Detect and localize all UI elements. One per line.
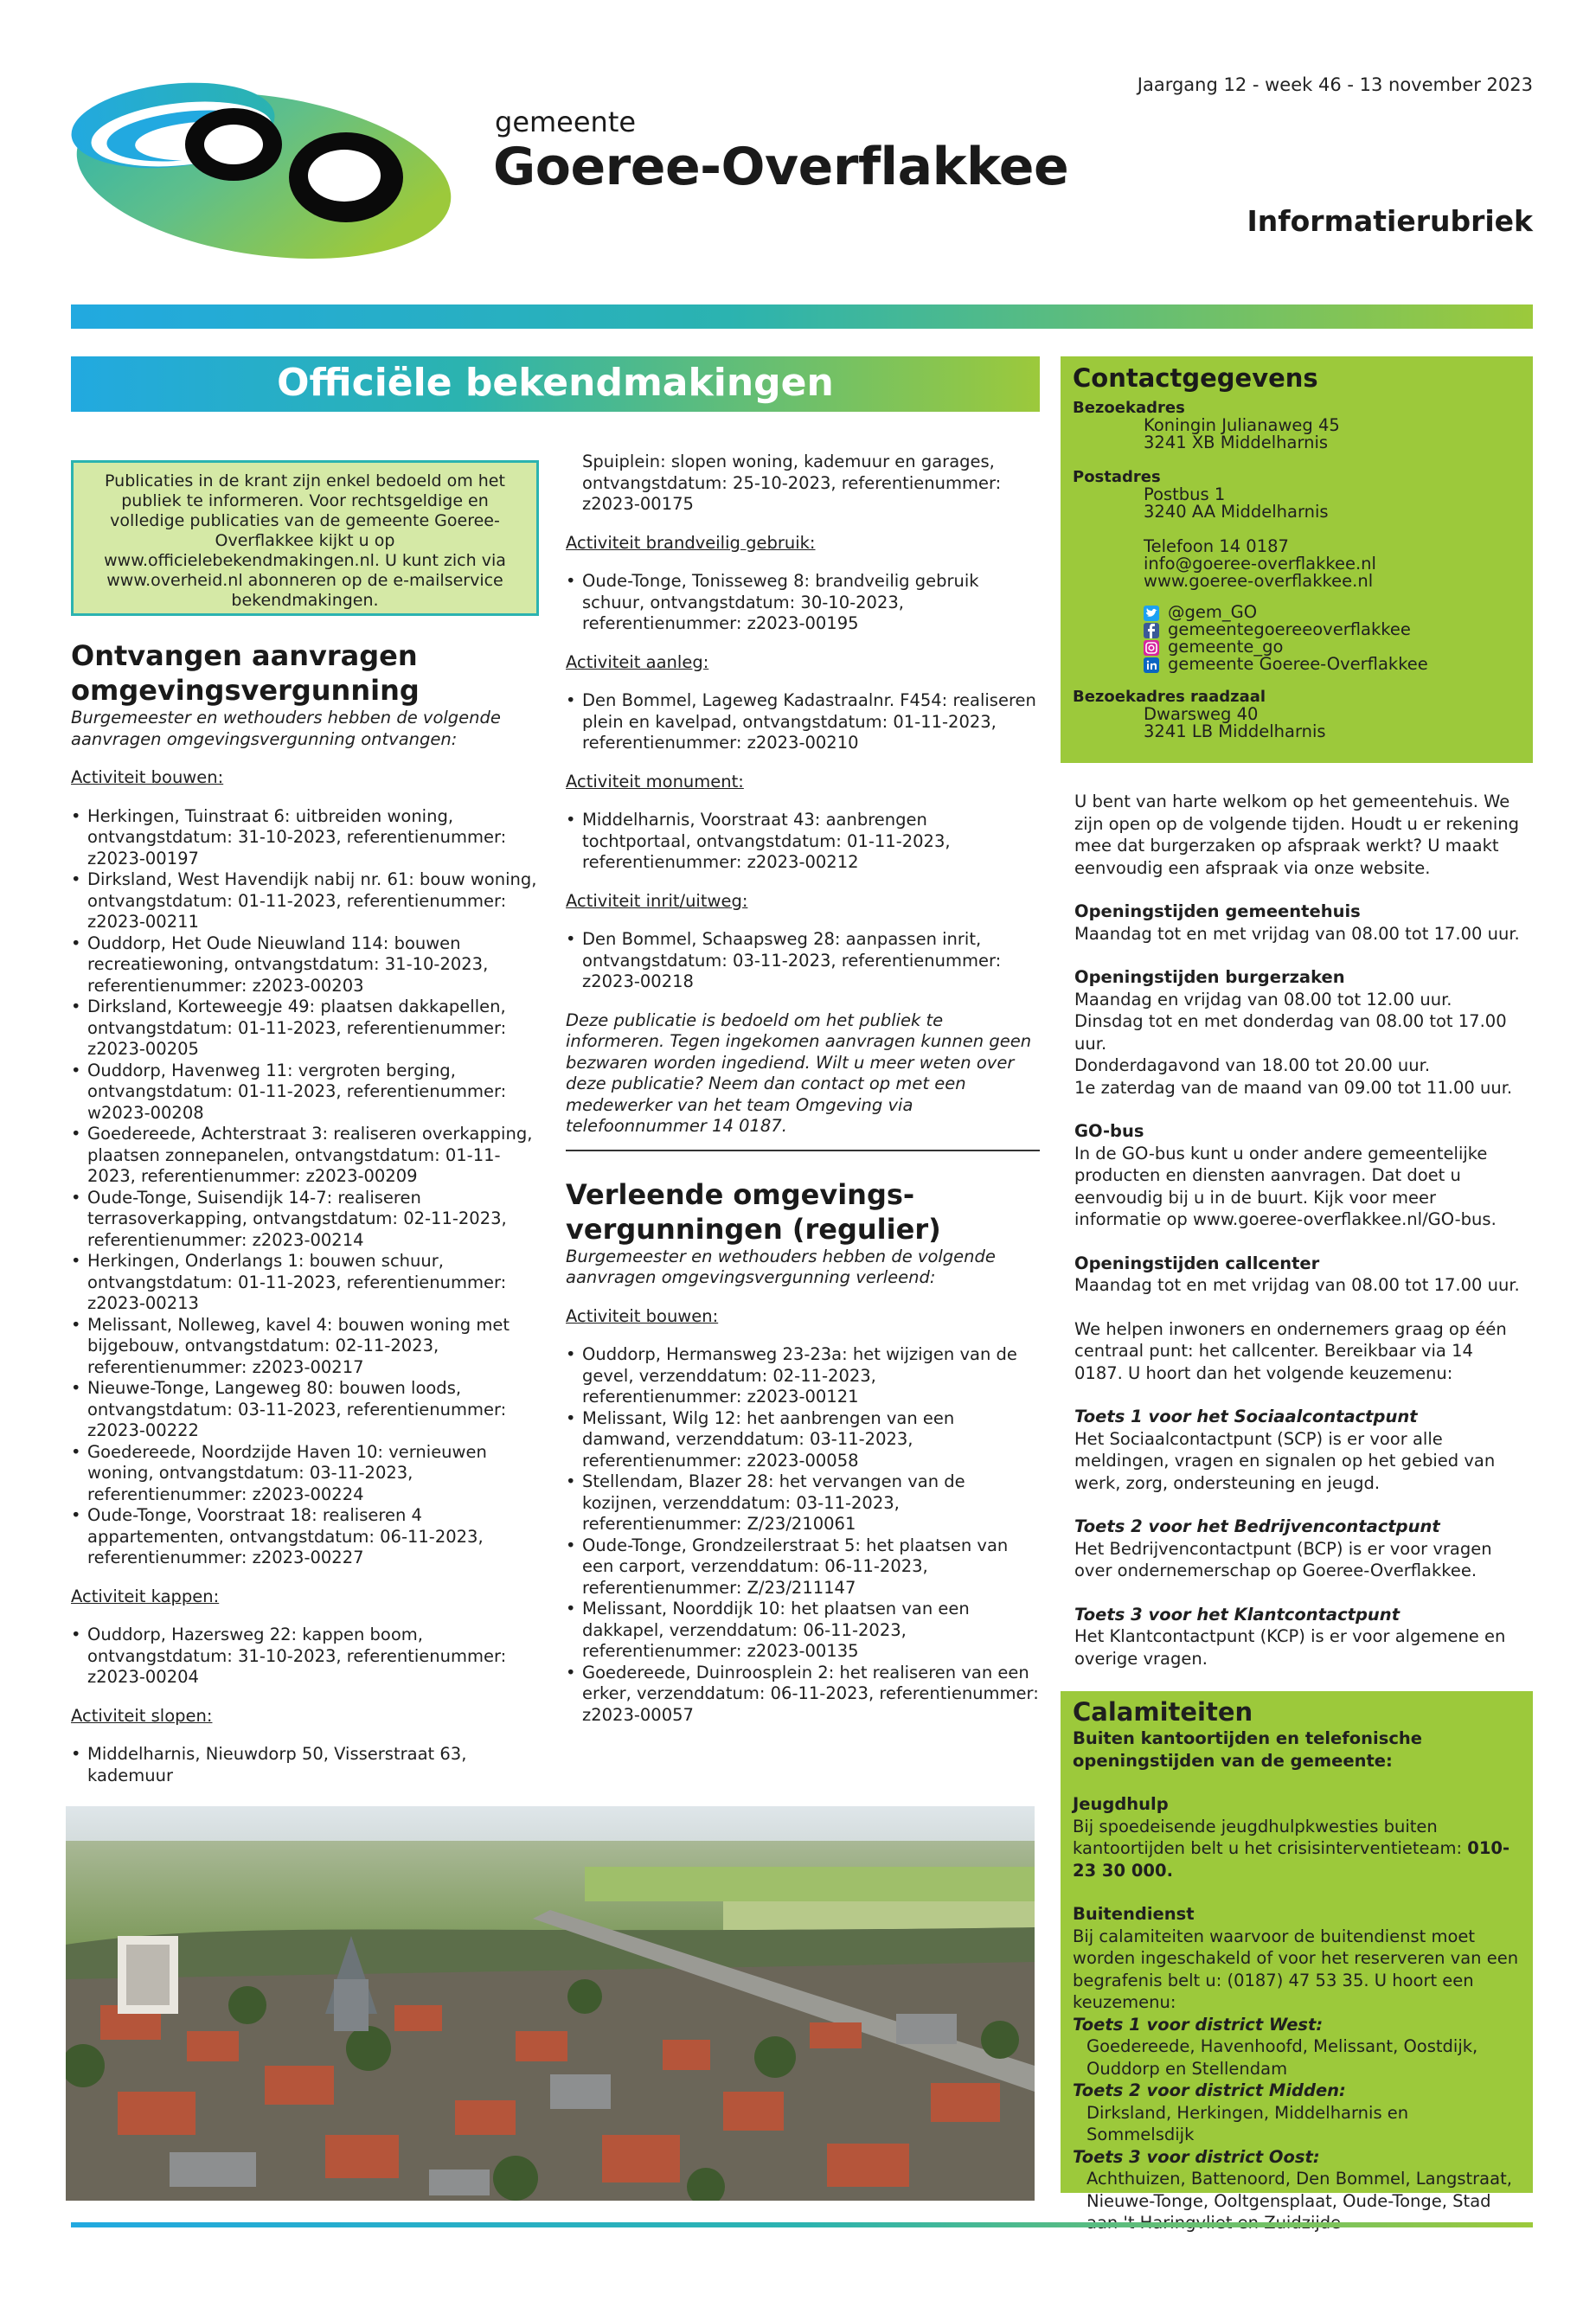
list-received-bouwen	[71, 806, 542, 1569]
list-item-continued: Spuiplein: slopen woning, kademuur en garages, ontvangstdatum: 25-10-2023, referentienummer: z2023-00175	[582, 452, 1002, 514]
outdoor-heading: Buitendienst	[1073, 1904, 1195, 1924]
divider	[566, 1150, 1040, 1151]
activity-heading-brandveilig: Activiteit brandveilig gebruik:	[566, 532, 816, 553]
list-received-aanleg	[566, 690, 1040, 754]
activity-heading-aanleg: Activiteit aanleg:	[566, 651, 709, 672]
gobus-heading: GO-bus	[1074, 1121, 1144, 1141]
district-west: Goedereede, Havenhoofd, Melissant, Oostdijk, Ouddorp en Stellendam	[1086, 2036, 1478, 2079]
district-east: Achthuizen, Battenoord, Den Bommel, Langstraat, Nieuwe-Tonge, Ooltgensplaat, Oude-Tonge, Stad	[1086, 2169, 1512, 2211]
header-gradient-bar	[71, 304, 1533, 329]
list-item: • Melissant, Nolleweg, kavel 4: bouwen woning met bijgebouw, ontvangstdatum: 02-11-2023, referentienummer: z2023-00217	[71, 1315, 542, 1379]
youth-text: Bij spoedeisende jeugdhulpkwesties buiten kantoortijden belt u het crisisinterventieteam: 010-23 30 000.	[1073, 1816, 1510, 1881]
list-item: • Den Bommel, Schaapsweg 28: aanpassen inrit, ontvangstdatum: 03-11-2023, referentienummer: z2023-00218	[566, 929, 1040, 993]
social-handle: gemeente_go	[1168, 637, 1284, 657]
district-middle-heading: Toets 2 voor district Midden:	[1073, 2080, 1346, 2100]
list-item: • Goedereede, Noordzijde Haven 10: vernieuwen woning, ontvangstdatum: 03-11-2023, referentienummer: z2023-00224	[71, 1442, 542, 1506]
contact-title: Contactgegevens	[1073, 363, 1318, 393]
social-handle: @gem_GO	[1168, 602, 1258, 622]
section-heading-granted: Verleende omgevings- vergunningen (regulier)	[566, 1177, 941, 1246]
phone-number: Telefoon 14 0187	[1144, 536, 1289, 556]
district-middle: Dirksland, Herkingen, Middelharnis en Sommelsdijk	[1086, 2102, 1409, 2144]
info-column	[1074, 791, 1524, 1670]
section-title-band	[71, 356, 1040, 412]
activity-heading-slopen: Activiteit slopen:	[71, 1705, 213, 1726]
callcenter-text: We helpen inwoners en ondernemers graag op één centraal punt: het callcenter. Bereikbaar via 14 0187. U hoort dan het volgende keuzemenu:	[1074, 1318, 1507, 1383]
intro-received: Burgemeester en wethouders hebben de volgende aanvragen omgevingsvergunning ontvangen:	[71, 708, 501, 749]
activity-heading-monument: Activiteit monument:	[566, 771, 744, 792]
key2-text: Het Bedrijvencontactpunt (BCP) is er voor vragen over ondernemerschap op Goeree-Overflakkee.	[1074, 1538, 1492, 1580]
list-item: • Herkingen, Tuinstraat 6: uitbreiden woning, ontvangstdatum: 31-10-2023, referentienummer: z2023-00197	[71, 806, 542, 870]
instagram-icon	[1144, 640, 1159, 656]
activity-heading-inrit: Activiteit inrit/uitweg:	[566, 890, 748, 911]
list-item: • Ouddorp, Hermansweg 23-23a: het wijzigen van de gevel, verzenddatum: 02-11-2023, referentienummer: z2023-00121	[566, 1344, 1040, 1408]
list-item: • Dirksland, Korteweegje 49: plaatsen dakkapellen, ontvangstdatum: 01-11-2023, referentienummer: z2023-00205	[71, 997, 542, 1061]
social-twitter[interactable]	[1073, 604, 1521, 621]
council-address-line: Dwarsweg 40	[1144, 704, 1259, 724]
list-granted-bouwen	[566, 1344, 1040, 1726]
intro-granted: Burgemeester en wethouders hebben de volgende aanvragen omgevingsvergunning verleend:	[566, 1246, 996, 1287]
social-handle: gemeentegoereeoverflakkee	[1168, 619, 1411, 639]
rubric-title: Informatierubriek	[1247, 204, 1533, 238]
hours-townhall: Maandag tot en met vrijdag van 08.00 tot 17.00 uur.	[1074, 923, 1520, 944]
left-column	[71, 638, 542, 1804]
list-item: • Oude-Tonge, Suisendijk 14-7: realiseren terrasoverkapping, ontvangstdatum: 02-11-2023, referentienummer: z2023-00214	[71, 1188, 542, 1252]
outdoor-text: Bij calamiteiten waarvoor de buitendienst moet worden ingeschakeld of voor het reserveren van een begrafenis belt u: (0187) 47 53 35. U hoort een keuzemenu:	[1073, 1926, 1519, 2012]
social-handle: gemeente Goeree-Overflakkee	[1168, 654, 1428, 674]
calamity-subtitle: Buiten kantoortijden en telefonische openingstijden van de gemeente:	[1073, 1728, 1423, 1771]
key3-heading: Toets 3 voor het Klantcontactpunt	[1074, 1604, 1401, 1625]
section-title: Officiële bekendmakingen	[277, 361, 834, 405]
welcome-text: U bent van harte welkom op het gemeentehuis. We zijn open op de volgende tijden. Houdt u er rekening mee dat burgerzaken op afspraak werkt? U maakt eenvoudig een afspraak via onze website.	[1074, 792, 1520, 878]
disclaimer: Deze publicatie is bedoeld om het publiek te informeren. Tegen ingekomen aanvragen kunnen geen bezwaren worden ingediend. Wilt u meer weten over deze publicatie? Neem dan contact op met een medewerker van het team Omgeving via telefoonnummer 14 0187.	[566, 1009, 1032, 1136]
postal-address-line: 3240 AA Middelharnis	[1144, 502, 1329, 522]
list-received-brandveilig	[566, 571, 1040, 635]
list-item: • Middelharnis, Voorstraat 43: aanbrengen tochtportaal, ontvangstdatum: 01-11-2023, referentienummer: z2023-00212	[566, 810, 1040, 874]
hours-townhall-heading: Openingstijden gemeentehuis	[1074, 901, 1361, 921]
notice-box: Publicaties in de krant zijn enkel bedoeld om het publiek te informeren. Voor rechtsgeldige en volledige publicaties van de gemeente Goeree-Overflakkee kijkt u op www.officielebekendmakingen.nl. U kunt zich via www.overheid.nl abonneren op de e-mailservice bekendmakingen.	[71, 460, 539, 616]
social-linkedin[interactable]	[1073, 656, 1521, 673]
list-item: • Dirksland, West Havendijk nabij nr. 61: bouw woning, ontvangstdatum: 01-11-2023, referentienummer: z2023-00211	[71, 869, 542, 933]
calamity-title: Calamiteiten	[1073, 1697, 1253, 1727]
issue-info: Jaargang 12 - week 46 - 13 november 2023	[1137, 74, 1533, 95]
calamity-box	[1061, 1691, 1533, 2211]
list-received-monument	[566, 810, 1040, 874]
list-received-kappen	[71, 1625, 542, 1689]
district-west-heading: Toets 1 voor district West:	[1073, 2014, 1324, 2035]
hours-callcenter-heading: Openingstijden callcenter	[1074, 1253, 1320, 1273]
org-prefix: gemeente	[495, 106, 637, 138]
facebook-icon	[1144, 623, 1159, 638]
website-link[interactable]: www.goeree-overflakkee.nl	[1144, 571, 1374, 591]
list-received-slopen	[71, 1744, 542, 1786]
list-item: • Goedereede, Duinroosplein 2: het realiseren van een erker, verzenddatum: 06-11-2023, referentienummer: z2023-00057	[566, 1663, 1040, 1727]
list-item: • Goedereede, Achterstraat 3: realiseren overkapping, plaatsen zonnepanelen, ontvangstdatum: 01-11-2023, referentienummer: z2023-00209	[71, 1124, 542, 1188]
gobus-text: In de GO-bus kunt u onder andere gemeentelijke producten en diensten aanvragen. Dat doet u eenvoudig bij u in de buurt. Kijk voor meer informatie op www.goeree-overflakkee.nl/GO-bus.	[1074, 1143, 1497, 1229]
municipality-logo	[69, 74, 454, 260]
youth-phone: 010-23 30 000	[1073, 1838, 1510, 1881]
key1-heading: Toets 1 voor het Sociaalcontactpunt	[1074, 1407, 1418, 1426]
middle-column	[566, 452, 1040, 1743]
activity-heading-bouwen: Activiteit bouwen:	[71, 767, 224, 787]
twitter-icon	[1144, 606, 1159, 621]
social-facebook[interactable]	[1073, 621, 1521, 638]
section-heading-received: Ontvangen aanvragen omgevingsvergunning	[71, 639, 420, 707]
council-address-label: Bezoekadres raadzaal	[1073, 688, 1266, 706]
list-item: • Middelharnis, Nieuwdorp 50, Visserstraat 63, kademuur	[71, 1744, 542, 1786]
visit-address-label: Bezoekadres	[1073, 399, 1185, 417]
hours-civil-line: 1e zaterdag van de maand van 09.00 tot 11.00 uur.	[1074, 1077, 1513, 1098]
list-item: • Den Bommel, Lageweg Kadastraalnr. F454: realiseren plein en kavelpad, ontvangstdatum: 01-11-2023, referentienummer: z2023-00210	[566, 690, 1040, 754]
activity-heading-bouwen-granted: Activiteit bouwen:	[566, 1305, 719, 1326]
list-item: • Nieuwe-Tonge, Langeweg 80: bouwen loods, ontvangstdatum: 03-11-2023, referentienummer: z2023-00222	[71, 1378, 542, 1442]
email-link[interactable]: info@goeree-overflakkee.nl	[1144, 554, 1376, 574]
visit-address-line: Koningin Julianaweg 45	[1144, 415, 1340, 435]
list-item: • Ouddorp, Het Oude Nieuwland 114: bouwen recreatiewoning, ontvangstdatum: 31-10-2023, referentienummer: z2023-00203	[71, 933, 542, 997]
postal-address-label: Postadres	[1073, 468, 1161, 486]
key1-text: Het Sociaalcontactpunt (SCP) is er voor alle meldingen, vragen en signalen op het gebied van werk, zorg, ondersteuning en jeugd.	[1074, 1428, 1496, 1493]
list-item: • Herkingen, Onderlangs 1: bouwen schuur, ontvangstdatum: 01-11-2023, referentienummer: z2023-00213	[71, 1251, 542, 1315]
org-name: Goeree-Overflakkee	[493, 137, 1069, 197]
social-instagram[interactable]	[1073, 638, 1521, 656]
footer-gradient-bar	[71, 2222, 1533, 2227]
youth-heading: Jeugdhulp	[1073, 1794, 1169, 1814]
key2-heading: Toets 2 voor het Bedrijvencontactpunt	[1074, 1516, 1440, 1536]
aerial-village-photo	[66, 1806, 1035, 2201]
key3-text: Het Klantcontactpunt (KCP) is er voor algemene en overige vragen.	[1074, 1626, 1506, 1669]
council-address-line: 3241 LB Middelharnis	[1144, 721, 1326, 741]
list-item: • Oude-Tonge, Tonisseweg 8: brandveilig gebruik schuur, ontvangstdatum: 30-10-2023, referentienummer: z2023-00195	[566, 571, 1040, 635]
list-item: • Melissant, Noorddijk 10: het plaatsen van een dakkapel, verzenddatum: 06-11-2023, referentienummer: z2023-00135	[566, 1599, 1040, 1663]
hours-civil-line: Maandag en vrijdag van 08.00 tot 12.00 uur.	[1074, 989, 1452, 1009]
district-east-heading: Toets 3 voor district Oost:	[1073, 2146, 1320, 2167]
postal-address-line: Postbus 1	[1144, 484, 1226, 504]
list-item: • Ouddorp, Havenweg 11: vergroten berging, ontvangstdatum: 01-11-2023, referentienummer: w2023-00208	[71, 1061, 542, 1125]
hours-callcenter: Maandag tot en met vrijdag van 08.00 tot 17.00 uur.	[1074, 1275, 1520, 1295]
list-received-inrit	[566, 929, 1040, 993]
visit-address-line: 3241 XB Middelharnis	[1144, 433, 1329, 452]
list-item: • Oude-Tonge, Grondzeilerstraat 5: het plaatsen van een carport, verzenddatum: 06-11-2023, referentienummer: Z/23/211147	[566, 1535, 1040, 1599]
list-item: • Ouddorp, Hazersweg 22: kappen boom, ontvangstdatum: 31-10-2023, referentienummer: z2023-00204	[71, 1625, 542, 1689]
hours-civil-line: Dinsdag tot en met donderdag van 08.00 tot 17.00 uur.	[1074, 1011, 1507, 1054]
hours-civil-heading: Openingstijden burgerzaken	[1074, 967, 1345, 987]
list-item: • Melissant, Wilg 12: het aanbrengen van een damwand, verzenddatum: 03-11-2023, referentienummer: z2023-00058	[566, 1408, 1040, 1472]
contact-box	[1061, 356, 1533, 763]
activity-heading-kappen: Activiteit kappen:	[71, 1586, 220, 1606]
list-item: • Oude-Tonge, Voorstraat 18: realiseren 4 appartementen, ontvangstdatum: 06-11-2023, referentienummer: z2023-00227	[71, 1505, 542, 1569]
linkedin-icon	[1144, 657, 1159, 673]
youth-text-body: Bij spoedeisende jeugdhulpkwesties buiten kantoortijden belt u het crisisinterventieteam:	[1073, 1816, 1463, 1858]
hours-civil-line: Donderdagavond van 18.00 tot 20.00 uur.	[1074, 1055, 1431, 1075]
list-item: • Stellendam, Blazer 28: het vervangen van de kozijnen, verzenddatum: 03-11-2023, referentienummer: Z/23/210061	[566, 1471, 1040, 1535]
